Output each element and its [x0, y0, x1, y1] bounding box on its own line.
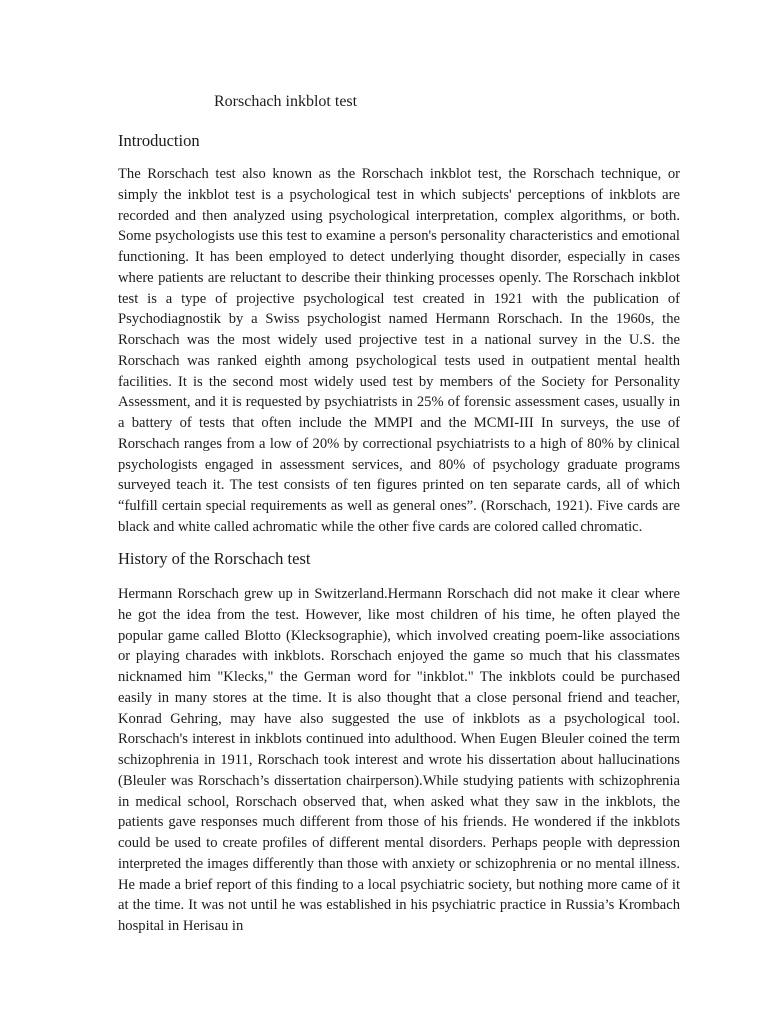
section-heading-introduction: Introduction	[118, 131, 200, 150]
document-title: Rorschach inkblot test	[214, 93, 358, 110]
history-paragraph: Hermann Rorschach grew up in Switzerland.Hermann Rorschach did not make it clear where he got the idea from the test. However, like most children of his time, he often played the popular game called Blotto (Klecksographie), which involved creating poem-like associations or playing charades with inkblots. Rorschach enjoyed the game so much that his classmates nicknamed him "Klecks," the German word for "inkblot." The inkblots could be purchased easily in many stores at the time. It is also thought that a close personal friend and teacher, Konrad Gehring, may have also suggested the use of inkblots as a psychological tool. Rorschach's interest in inkblots continued into adulthood. When Eugen Bleuler coined the term schizophrenia in 1911, Rorschach took interest and wrote his dissertation about hallucinations (Bleuler was Rorschach’s dissertation chairperson).While studying patients with schizophrenia in medical school, Rorschach observed that, when asked what they saw in the inkblots, the patients gave responses much different from those of his friends. He wondered if the inkblots could be used to create profiles of different mental disorders. Perhaps people with depression interpreted the images differently than those with anxiety or schizophrenia or no mental illness. He made a brief report of this finding to a local psychiatric society, but nothing more came of it at the time. It was not until he was established in his psychiatric practice in Russia’s Krombach hospital in Herisau in	[118, 586, 680, 934]
section-heading-history: History of the Rorschach test	[118, 549, 311, 568]
introduction-paragraph: The Rorschach test also known as the Rorschach inkblot test, the Rorschach technique, or simply the inkblot test is a psychological test in which subjects' perceptions of inkblots are recorded and then analyzed using psychological interpretation, complex algorithms, or both. Some psychologists use this test to examine a person's personality characteristics and emotional functioning. It has been employed to detect underlying thought disorder, especially in cases where patients are reluctant to describe their thinking processes openly. The Rorschach inkblot test is a type of projective psychological test created in 1921 with the publication of Psychodiagnostik by a Swiss psychologist named Hermann Rorschach. In the 1960s, the Rorschach was the most widely used projective test in a national survey in the U.S. the Rorschach was ranked eighth among psychological tests used in outpatient mental health facilities. It is the second most widely used test by members of the Society for Personality Assessment, and it is requested by psychiatrists in 25% of forensic assessment cases, usually in a battery of tests that often include the MMPI and the MCMI-III In surveys, the use of Rorschach ranges from a low of 20% by correctional psychiatrists to a high of 80% by clinical psychologists engaged in assessment services, and 80% of psychology graduate programs surveyed teach it. The test consists of ten figures printed on ten separate cards, all of which “fulfill certain special requirements as well as general ones”. (Rorschach, 1921). Five cards are black and white called achromatic while the other five cards are colored called chromatic.	[118, 166, 680, 535]
